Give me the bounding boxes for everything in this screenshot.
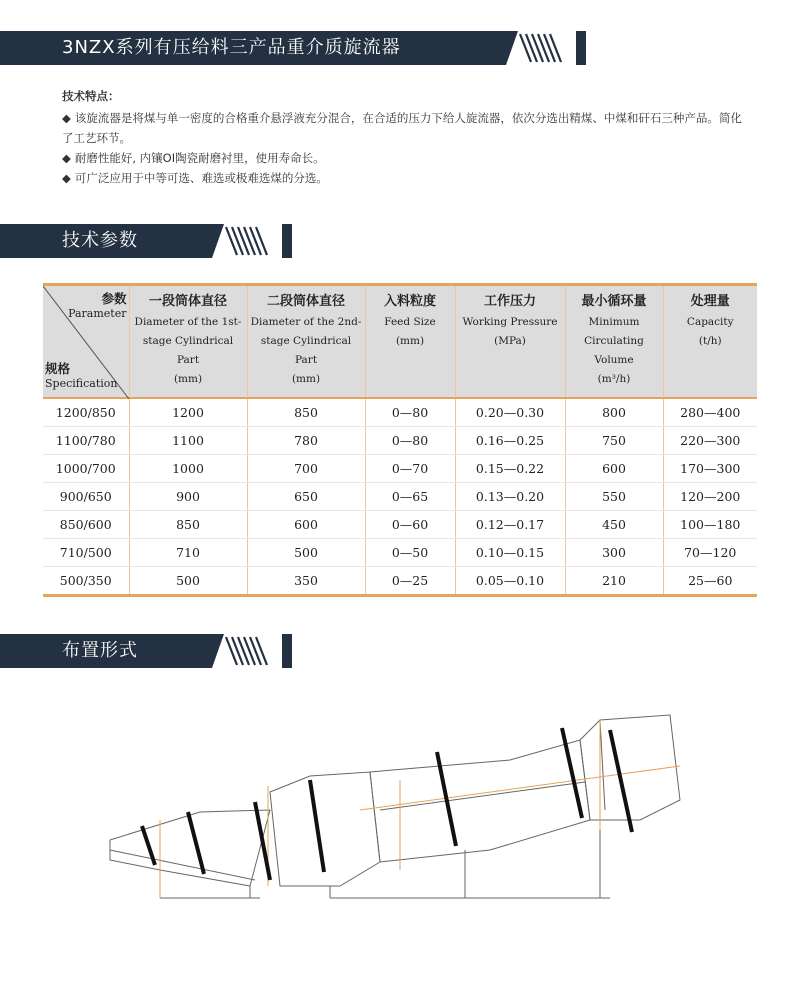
value-cell: 550 [565, 482, 663, 510]
column-header [455, 285, 565, 398]
value-cell: 0—80 [365, 398, 455, 427]
value-cell: 780 [247, 426, 365, 454]
header-en: Capacity [686, 316, 734, 328]
header-zh: 入料粒度 [383, 294, 436, 309]
table-row [43, 454, 757, 482]
column-header [663, 285, 757, 398]
value-cell: 0—65 [365, 482, 455, 510]
spec-cell: 900/650 [43, 482, 129, 510]
params-table [43, 283, 757, 597]
table-row [43, 566, 757, 595]
header-en: Working Pressure [462, 316, 558, 328]
param-zh: 参数 [101, 291, 127, 306]
params-title: 技术参数 [62, 230, 138, 251]
value-cell: 1200 [129, 398, 247, 427]
feature-item: ◆ 该旋流器是将煤与单一密度的合格重介悬浮液充分混合，在合适的压力下给人旋流器，依次分选出精煤、中煤和矸石三种产品。简化了工艺环节。 [62, 108, 742, 148]
value-cell: 0.13—0.20 [455, 482, 565, 510]
column-header [129, 285, 247, 398]
value-cell: 0.20—0.30 [455, 398, 565, 427]
feature-item: ◆ 可广泛应用于中等可选、难选或极难选煤的分选。 [62, 168, 742, 188]
table-row [43, 426, 757, 454]
spec-cell: 1200/850 [43, 398, 129, 427]
header-zh: 最小循环量 [581, 294, 647, 309]
value-cell: 500 [247, 538, 365, 566]
value-cell: 0.05—0.10 [455, 566, 565, 595]
header-en: Minimum Circulating Volume [584, 316, 644, 366]
features-section [62, 86, 742, 188]
value-cell: 0.12—0.17 [455, 510, 565, 538]
value-cell: 1000 [129, 454, 247, 482]
spec-cell: 500/350 [43, 566, 129, 595]
header-unit: (mm) [395, 335, 425, 347]
header-zh: 处理量 [690, 294, 730, 309]
spec-en: Specification [45, 376, 118, 390]
value-cell: 350 [247, 566, 365, 595]
feature-item: ◆ 耐磨性能好, 内镶OI陶瓷耐磨衬里，使用寿命长。 [62, 148, 742, 168]
header-unit: (mm) [173, 373, 203, 385]
value-cell: 120—200 [663, 482, 757, 510]
header-unit: (MPa) [494, 335, 526, 347]
section-banner-layout [0, 634, 292, 668]
header-zh: 二段筒体直径 [266, 294, 345, 309]
spec-cell: 1100/780 [43, 426, 129, 454]
stripes-decoration [212, 634, 282, 668]
layout-title: 布置形式 [62, 640, 138, 661]
spec-cell: 710/500 [43, 538, 129, 566]
value-cell: 0—60 [365, 510, 455, 538]
value-cell: 500 [129, 566, 247, 595]
value-cell: 0—70 [365, 454, 455, 482]
cyclone-layout-drawing [80, 700, 720, 910]
value-cell: 0—80 [365, 426, 455, 454]
spec-cell: 1000/700 [43, 454, 129, 482]
stripes-decoration [212, 224, 282, 258]
value-cell: 750 [565, 426, 663, 454]
value-cell: 0.15—0.22 [455, 454, 565, 482]
value-cell: 0.16—0.25 [455, 426, 565, 454]
value-cell: 0—50 [365, 538, 455, 566]
params-table-wrap [43, 283, 757, 603]
value-cell: 850 [129, 510, 247, 538]
corner-header [43, 285, 129, 398]
header-en: Feed Size [384, 316, 436, 328]
param-en: Parameter [68, 307, 127, 320]
value-cell: 170—300 [663, 454, 757, 482]
value-cell: 100—180 [663, 510, 757, 538]
header-zh: 一段筒体直径 [148, 294, 227, 309]
features-title: 技术特点： [62, 89, 120, 103]
value-cell: 1100 [129, 426, 247, 454]
value-cell: 70—120 [663, 538, 757, 566]
header-en: Diameter of the 1st-stage Cylindrical Part [134, 316, 242, 366]
value-cell: 600 [247, 510, 365, 538]
value-cell: 600 [565, 454, 663, 482]
section-banner-params [0, 224, 292, 258]
table-row [43, 398, 757, 427]
header-unit: (mm) [291, 373, 321, 385]
section-banner-product [0, 31, 586, 65]
column-header [247, 285, 365, 398]
value-cell: 300 [565, 538, 663, 566]
value-cell: 0.10—0.15 [455, 538, 565, 566]
stripes-decoration [506, 31, 576, 65]
header-unit: (t/h) [698, 335, 722, 347]
spec-cell: 850/600 [43, 510, 129, 538]
value-cell: 220—300 [663, 426, 757, 454]
table-row [43, 482, 757, 510]
table-row [43, 538, 757, 566]
value-cell: 850 [247, 398, 365, 427]
value-cell: 650 [247, 482, 365, 510]
value-cell: 280—400 [663, 398, 757, 427]
spec-zh: 规格 [45, 360, 71, 376]
product-title: 3NZX系列有压给料三产品重介质旋流器 [62, 37, 401, 58]
table-row [43, 510, 757, 538]
value-cell: 710 [129, 538, 247, 566]
column-header [565, 285, 663, 398]
value-cell: 800 [565, 398, 663, 427]
header-en: Diameter of the 2nd-stage Cylindrical Part [250, 316, 362, 366]
table-header-row [43, 285, 757, 398]
value-cell: 700 [247, 454, 365, 482]
header-zh: 工作压力 [483, 294, 536, 309]
header-unit: (m³/h) [597, 373, 631, 385]
column-header [365, 285, 455, 398]
value-cell: 900 [129, 482, 247, 510]
value-cell: 0—25 [365, 566, 455, 595]
value-cell: 210 [565, 566, 663, 595]
value-cell: 25—60 [663, 566, 757, 595]
value-cell: 450 [565, 510, 663, 538]
